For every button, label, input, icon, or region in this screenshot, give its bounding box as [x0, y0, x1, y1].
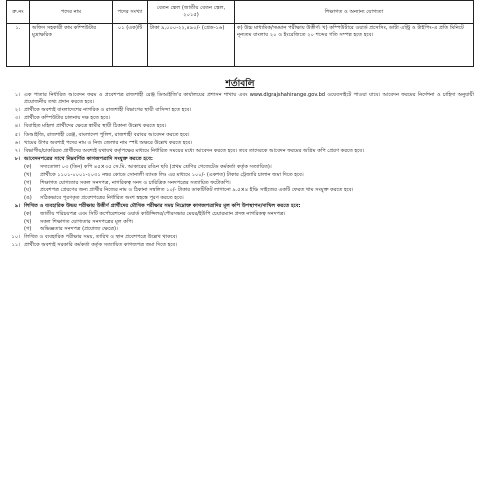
condition-item	[6, 92, 474, 105]
header-post-count: পদের সংখ্যা	[113, 1, 148, 24]
table-header-row	[7, 1, 474, 24]
condition-number: ৩।	[14, 115, 20, 122]
subitem-marker: (গ)	[24, 179, 32, 186]
subitem-text: প্রার্থীকে ১১০১-০০০১-২০৩১ নম্বর কোডে সোনালী ব্যাংক লিঃ এর মাধ্যমে ১০০/- (একশত) টাকার ট্রেজারি চালান জমা দিতে হবে।	[40, 172, 304, 179]
condition-item	[6, 203, 474, 210]
condition-subitem	[6, 211, 474, 218]
header-qualification: শিক্ষাগত ও অন্যান্য যোগ্যতা	[235, 1, 474, 24]
subitem-marker: (ঙ)	[24, 195, 32, 202]
condition-number: ৬।	[14, 139, 20, 146]
header-post-name: পদের নাম	[30, 1, 113, 24]
subitem-text: সঠিকভাবে পূরণকৃত প্রবেশপত্রের নির্ধারিত অংশ স্বহস্তে পূরণ করতে হবে।	[40, 195, 184, 202]
condition-item	[6, 123, 474, 130]
condition-item	[6, 132, 474, 139]
condition-item	[6, 148, 474, 155]
condition-item	[6, 156, 474, 163]
condition-number: ১০।	[11, 234, 20, 241]
cell-post-name: অফিস সহকারী কাম কম্পিউটার মুদ্রাক্ষরিক	[30, 24, 113, 67]
condition-subitem	[6, 187, 474, 194]
condition-item	[6, 140, 474, 147]
condition-text: ডিআইজি, রাজশাহী রেঞ্জ, বাংলাদেশ পুলিশ, রাজশাহী বরাবর আবেদন করতে হবে।	[24, 131, 190, 138]
condition-number: ১১।	[11, 242, 20, 249]
subitem-marker: (খ)	[24, 218, 32, 225]
condition-text: বিবাহিত মহিলা প্রার্থীদের ক্ষেত্রে স্বামীর স্থায়ী ঠিকানা উল্লেখ করতে হবে।	[24, 123, 167, 130]
condition-item	[6, 234, 474, 241]
subitem-marker: (ক)	[24, 164, 32, 171]
subitem-text: শিক্ষাগত যোগ্যতার সকল সনদপত্র, নাগরিকত্ব সনদ ও চারিত্রিক সনদপত্রের সত্যায়িত ফটোকপি।	[40, 179, 231, 186]
header-sl: ক্র.নং	[7, 1, 30, 24]
posts-table	[6, 0, 474, 67]
condition-subitem	[6, 164, 474, 171]
condition-number: ৪।	[14, 123, 20, 130]
subitem-marker: (খ)	[24, 172, 32, 179]
subitem-marker: (গ)	[24, 226, 32, 233]
cell-pay-scale: টাকা ৯,০০০-২২,৪৯০/- (গ্রেড-১৬)	[148, 24, 235, 67]
subitem-text: জাতীয় পরিচয়পত্র এবং সিটি কর্পোরেশনের ওয়ার্ড কাউন্সিলর/পৌরসভার মেয়র/ইউপি চেয়ারম্যান প্রদত্ত নাগরিকত্ব সনদপত্র।	[40, 211, 286, 218]
subitem-text: অভিজ্ঞতার সনদপত্র (প্রযোজ্য ক্ষেত্রে)।	[40, 226, 118, 233]
condition-text: প্রার্থীকে কম্পিউটার চালনায় দক্ষ হতে হবে।	[24, 115, 110, 122]
condition-subitem	[6, 195, 474, 202]
condition-item	[6, 242, 474, 249]
condition-text: প্রার্থীকে অবশ্যই সরকারি কর্মকর্তা কর্তৃক সত্যায়িত কাগজপত্র জমা দিতে হবে।	[24, 242, 178, 249]
conditions-title: শর্তাবলি	[225, 79, 255, 89]
subitem-marker: (ক)	[24, 211, 32, 218]
cell-sl: ১.	[7, 24, 30, 67]
header-pay-scale: বেতন স্কেল (জাতীয় বেতন স্কেল, ২০১৫)	[148, 1, 235, 24]
condition-text: খামের উপর অবশ্যই পদের নাম ও নিজ জেলার নাম স্পষ্ট অক্ষরে উল্লেখ করতে হবে।	[24, 139, 193, 146]
condition-text: লিখিত ও ব্যবহারিক পরীক্ষার সময়, তারিখ ও স্থান প্রবেশপত্রে উল্লেখ থাকবে।	[24, 234, 178, 241]
condition-number: ৫।	[14, 131, 20, 138]
condition-item	[6, 107, 474, 114]
table-row	[7, 24, 474, 67]
condition-number: ১।	[14, 92, 20, 98]
condition-text: এক পাতার নির্ধারিত আবেদন ফরম ও প্রবেশপত্র রাজশাহী রেঞ্জ ডিআইজি'র কার্যালয়ের প্রশাসন শাখায় এবং www.digrajshahirange.gov.bd ওয়েবসাইটে পাওয়া যাবে। আবেদন ফরমের নির্দেশনা ও চাহিদা অনুযায়ী প্রয়োজনীয় তথ্য প্রদান করতে হবে।	[24, 92, 474, 105]
condition-subitem	[6, 172, 474, 179]
cell-qualification: ক) উচ্চ মাধ্যমিক/সমমান পরীক্ষায় উত্তীর্ণ। খ) কম্পিউটারে ওয়ার্ড প্রসেসিং, ডাটা এন্ট্রি ও টাইপিং-এ প্রতি মিনিটে নূন্যতম বাংলায় ২০ ও ইংরেজিতে ২০ শব্দের গতি সম্পন্ন হতে হবে।	[235, 24, 474, 67]
cell-post-count: ০১ (এক)টি	[113, 24, 148, 67]
subitem-marker: (ঘ)	[24, 187, 32, 194]
condition-text: প্রার্থীকে অবশ্যই বাংলাদেশের নাগরিক ও রাজশাহী বিভাগের স্থায়ী বাসিন্দা হতে হবে।	[24, 106, 192, 113]
condition-number: ৭।	[14, 147, 20, 154]
condition-subitem	[6, 226, 474, 233]
condition-number: ৯।	[14, 202, 20, 209]
condition-item	[6, 115, 474, 122]
subitem-text: সদ্যতোলা ০৩ (তিন) কপি ৪৫×৩৫ সে.মি. আকারের রঙিন ছবি (প্রথম শ্রেণির গেজেটেড কর্মকর্তা কর্তৃক সত্যায়িত)।	[40, 164, 272, 171]
condition-number: ৮।	[14, 156, 20, 163]
subitem-text: প্রবেশপত্র প্রেরণের জন্য প্রার্থীর নিজের নাম ও ঠিকানা সম্বলিত ১০/- টাকার ডাকটিকিট লাগানো ৯.৫×৪ ইঞ্চি সাইজের একটি ফেরত খাম সংযুক্ত করতে হবে।	[40, 187, 354, 194]
conditions-list	[6, 92, 474, 251]
condition-text: বিভাগীয়/চাকরিরত প্রার্থীদের অবশ্যই যথাযথ কর্তৃপক্ষের মাধ্যমে নির্ধারিত সময়ের মধ্যে আবেদন করতে হবে। তবে তাদেরকে আবেদন ফরমের অগ্রিম কপি প্রেরণ করতে হবে।	[24, 147, 364, 154]
condition-number: ২।	[14, 106, 20, 113]
subitem-text: সকল শিক্ষাগত যোগ্যতার সনদপত্রের মূল কপি।	[40, 218, 134, 225]
condition-subitem	[6, 219, 474, 226]
condition-text: লিখিত ও ব্যবহারিক উভয় পরীক্ষায় উত্তীর্ণ প্রার্থীদের মৌখিক পরীক্ষার সময় নিম্নোক্ত কাগজপত্রাদির মূল কপি উপস্থাপন/দাখিল করতে হবে:	[24, 202, 301, 209]
condition-text: আবেদনপত্রের সাথে নিম্নবর্ণিত কাগজপত্রাদি সংযুক্ত করতে হবে:	[24, 156, 153, 163]
condition-subitem	[6, 180, 474, 187]
